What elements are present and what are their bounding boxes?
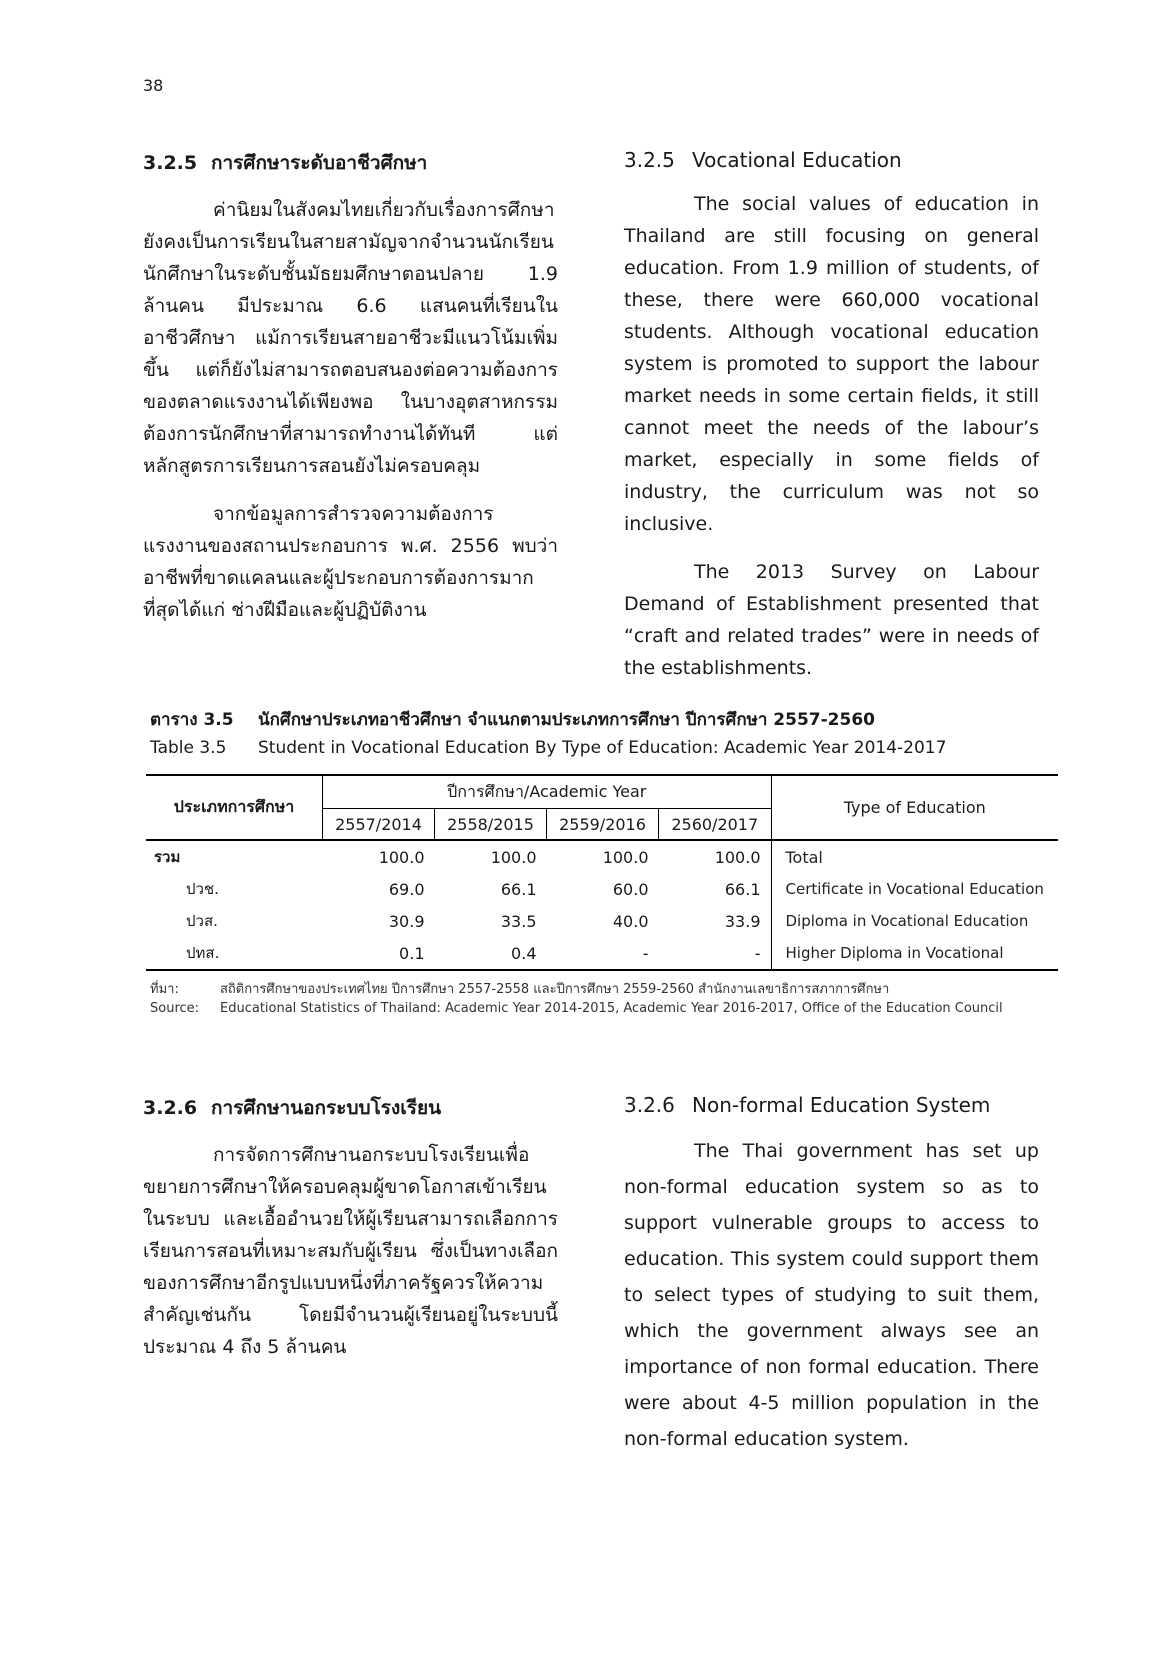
paragraph: ค่านิยมในสังคมไทยเกี่ยวกับเรื่องการศึกษายังคงเป็นการเรียนในสายสามัญจากจำนวนนักเรียนนักศึกษาในระดับชั้นมัธยมศึกษาตอนปลาย 1.9 ล้านคน มีประมาณ 6.6 แสนคนที่เรียนในอาชีวศึกษา แม้การเรียนสายอาชีวะมีแนวโน้มเพิ่มขึ้น แต่ก็ยังไม่สามารถตอบสนองต่อความต้องการของตลาดแรงงานได้เพียงพอ ในบางอุตสาหกรรมต้องการนักศึกษาที่สามารถทำงานได้ทันที แต่หลักสูตรการเรียนการสอนยังไม่ครอบคลุม [143, 199, 558, 477]
section-number: 3.2.6 [624, 1093, 675, 1117]
header-year: 2557/2014 [323, 809, 435, 841]
source-label: Source: [150, 1001, 200, 1016]
section-number: 3.2.5 [143, 152, 198, 174]
row-label-english: Certificate in Vocational Education [785, 880, 1044, 898]
section-3-2-6-thai [143, 1093, 558, 1363]
section-title: Non-formal Education System [692, 1093, 991, 1117]
cell-value: - [659, 937, 772, 970]
row-label-english: Total [785, 847, 823, 867]
section-number: 3.2.6 [143, 1097, 198, 1119]
section-heading [624, 148, 1039, 172]
row-label-english: Diploma in Vocational Education [785, 912, 1029, 930]
cell-value: 100.0 [490, 847, 537, 867]
section-3-2-6-english [624, 1093, 1039, 1457]
table-title-text: Student in Vocational Education By Type of Education: Academic Year 2014-2017 [258, 738, 947, 758]
paragraph: The 2013 Survey on Labour Demand of Establishment presented that “craft and related trades” were in needs of the establishments. [624, 561, 1039, 679]
cell-value: 0.1 [323, 937, 435, 970]
cell-value: - [547, 937, 659, 970]
cell-value: 66.1 [659, 873, 772, 905]
paragraph: จากข้อมูลการสำรวจความต้องการแรงงานของสถานประกอบการ พ.ศ. 2556 พบว่า อาชีพที่ขาดแคลนและผู้ประกอบการต้องการมากที่สุดได้แก่ ช่างฝีมือและผู้ปฏิบัติงาน [143, 503, 558, 621]
source-text: สถิติการศึกษาของประเทศไทย ปีการศึกษา 2557-2558 และปีการศึกษา 2559-2560 สำนักงานเลขาธิการสภาการศึกษา [220, 982, 890, 997]
paragraph: การจัดการศึกษานอกระบบโรงเรียนเพื่อขยายการศึกษาให้ครอบคลุมผู้ขาดโอกาสเข้าเรียนในระบบ และเอื้ออำนวยให้ผู้เรียนสามารถเลือกการเรียนการสอนที่เหมาะสมกับผู้เรียน ซึ่งเป็นทางเลือกของการศึกษาอีกรูปแบบหนึ่งที่ภาครัฐควรให้ความสำคัญเช่นกัน โดยมีจำนวนผู้เรียนอยู่ในระบบนี้ประมาณ 4 ถึง 5 ล้านคน [143, 1144, 558, 1358]
vocational-education-table [146, 774, 1058, 971]
row-label-thai: ปวส. [186, 912, 218, 930]
source-text: Educational Statistics of Thailand: Academic Year 2014-2015, Academic Year 2016-2017, Office of the Education Council [220, 1001, 1003, 1016]
cell-value: 40.0 [612, 911, 649, 931]
table-source-thai [150, 978, 889, 999]
section-number: 3.2.5 [624, 148, 675, 172]
table-row [146, 873, 1058, 905]
table-source-english [150, 1001, 1003, 1016]
page-number: 38 [143, 76, 164, 95]
row-label-thai: ปวช. [186, 880, 219, 898]
header-academic-year: ปีการศึกษา/Academic Year [323, 775, 772, 809]
section-heading [143, 148, 558, 178]
cell-value: 100.0 [378, 847, 425, 867]
table-label: ตาราง 3.5 [150, 710, 234, 730]
header-year: 2560/2017 [659, 809, 772, 841]
row-label-thai: ปทส. [146, 937, 323, 970]
section-title: การศึกษานอกระบบโรงเรียน [211, 1097, 442, 1119]
table-label: Table 3.5 [150, 738, 227, 758]
cell-value: 100.0 [602, 847, 649, 867]
section-title: Vocational Education [692, 148, 902, 172]
section-heading [624, 1093, 1039, 1117]
row-label-thai: รวม [154, 848, 181, 866]
section-title: การศึกษาระดับอาชีวศึกษา [211, 152, 428, 174]
table-title-english [150, 738, 946, 758]
cell-value: 33.5 [500, 911, 537, 931]
section-heading [143, 1093, 558, 1123]
cell-value: 33.9 [659, 905, 772, 937]
table-title-text: นักศึกษาประเภทอาชีวศึกษา จำแนกตามประเภทการศึกษา ปีการศึกษา 2557-2560 [258, 710, 875, 730]
source-label: ที่มา: [150, 982, 179, 997]
table-title-thai [150, 706, 875, 733]
cell-value: 69.0 [388, 879, 425, 899]
table-row [146, 937, 1058, 970]
paragraph: The social values of education in Thailand are still focusing on general education. From 1.9 million of students, of these, there were 660,000 vocational students. Although vocational education system is promoted to support the labour market needs in some certain fields, it still cannot meet the needs of the labour’s market, especially in some fields of industry, the curriculum was not so inclusive. [624, 193, 1039, 535]
section-3-2-5-thai [143, 148, 558, 626]
table-row [146, 905, 1058, 937]
paragraph: The Thai government has set up non-formal education system so as to support vulnerable groups to access to education. This system could support them to select types of studying to suit them, which the government always see an importance of non formal education. There were about 4-5 million population in the non-formal education system. [624, 1140, 1039, 1450]
section-3-2-5-english [624, 148, 1039, 684]
cell-value: 100.0 [659, 840, 772, 873]
header-type-thai: ประเภทการศึกษา [146, 775, 323, 840]
header-year: 2558/2015 [435, 809, 547, 841]
cell-value: 60.0 [612, 879, 649, 899]
cell-value: 30.9 [388, 911, 425, 931]
header-type-english: Type of Education [771, 775, 1058, 840]
cell-value: 0.4 [435, 937, 547, 970]
header-year: 2559/2016 [547, 809, 659, 841]
row-label-english: Higher Diploma in Vocational [771, 937, 1058, 970]
table-row [146, 840, 1058, 873]
cell-value: 66.1 [500, 879, 537, 899]
